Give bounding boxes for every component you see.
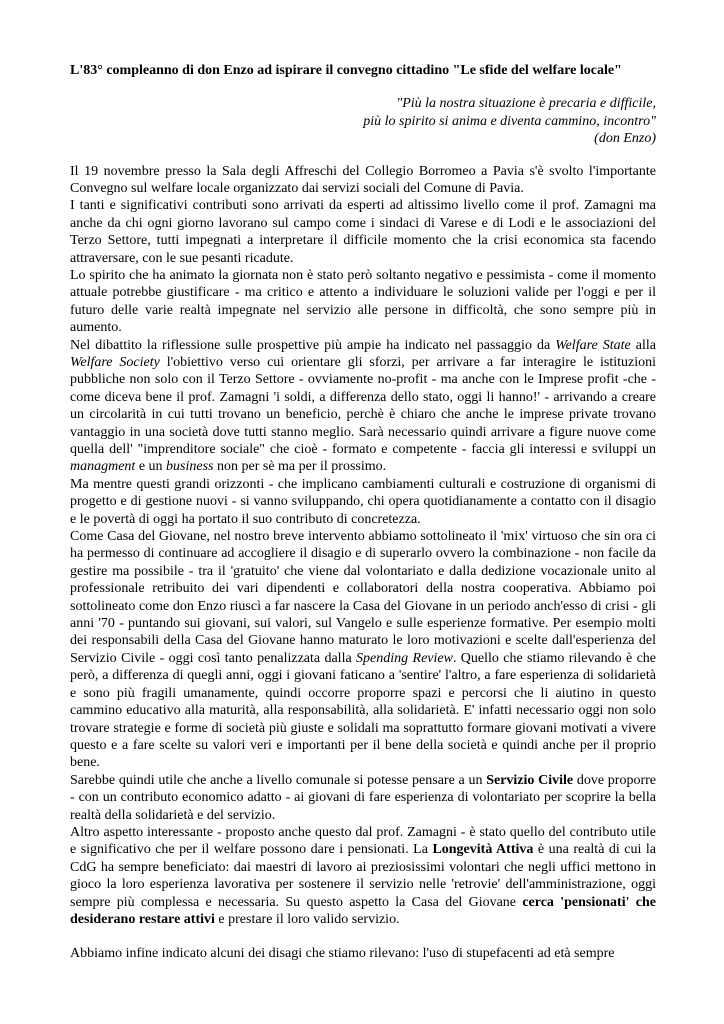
p8-text-2: è una realtà di cui la CdG ha sempre beneficiato: dai maestri di lavoro ai preziosissimi volontari che negli uffici mettono in gioco la loro esperienza lavorativa per sostenere il servizio nelle 'retrovie' dell'amministrazione, oggi sempre più complessa e necessaria. Su questo aspetto la Casa del Giovane — [70, 842, 656, 910]
p4-italic-welfare-state: Welfare State — [555, 337, 631, 353]
article-body — [70, 163, 656, 963]
paragraph-3: Lo spirito che ha animato la giornata non è stato però soltanto negativo e pessimista - come il momento attuale potrebbe giustificare - ma critico e attento a individuare le soluzioni valide per l'oggi e per il futuro delle varie realtà impegnate nel servizio alle persone in difficoltà, che sono sempre più in aumento. — [70, 267, 656, 336]
p4-italic-welfare-society: Welfare Society — [70, 354, 160, 370]
paragraph-5: Ma mentre questi grandi orizzonti - che implicano cambiamenti culturali e costruzione di organismi di progetto e di gestione nuovi - si vanno sviluppando, chi opera quotidianamente a contatto con il disagio e le povertà di oggi ha portato il suo contributo di concretezza. — [70, 476, 656, 527]
article-title: L'83° compleanno di don Enzo ad ispirare il convegno cittadino "Le sfide del welfare locale" — [70, 63, 622, 78]
p6-italic-spending-review: Spending Review — [356, 650, 453, 666]
paragraph-9: Abbiamo infine indicato alcuni dei disagi che stiamo rilevano: l'uso di stupefacenti ad età sempre — [70, 946, 615, 962]
p4-text-3: l'obiettivo verso cui orientare gli sforzi, per arrivare a far interagire le istituzioni pubbliche non solo con il Terzo Settore - ovviamente no-profit - ma anche con le Imprese profit -che - come diceva bene il prof. Zamagni 'i soldi, a differenza dello stato, oggi li hanno!' - arrivando a creare un circolarità in cui tutti trovano un beneficio, perchè è chiaro che anche le imprese private trovano vantaggio in una società dove tutti stanno meglio. Sarà necessario quindi arrivare a figure nuove come quella dell' "imprenditore sociale" che cioè - formato e competente - faccia gli interessi e sviluppi un — [70, 354, 656, 457]
paragraph-8 — [70, 824, 656, 928]
quote-author: (don Enzo) — [594, 131, 656, 146]
paragraph-6 — [70, 528, 656, 772]
p4-text-1: Nel dibattito la riflessione sulle prospettive più ampie ha indicato nel passaggio da — [70, 337, 556, 353]
p4-text-5: non per sè ma per il prossimo. — [213, 459, 387, 475]
p8-text-1: Altro aspetto interessante - proposto anche questo dal prof. Zamagni - è stato quello del contributo utile e significativo che per il welfare possono dare i pensionati. La — [70, 824, 656, 858]
p4-text-2: alla — [630, 337, 656, 353]
p8-bold-longevita-attiva: Longevità Attiva — [432, 842, 534, 858]
p8-bold-cerca-pensionati: cerca 'pensionati' che desiderano restare attivi — [70, 894, 656, 927]
paragraph-4 — [70, 337, 656, 476]
quote-line-2: più lo spirito si anima e diventa cammino, incontro" — [363, 113, 656, 129]
document-page — [70, 62, 656, 963]
paragraph-2: I tanti e significativi contributi sono arrivati da esperti ad altissimo livello come il prof. Zamagni ma anche da chi ogni giorno lavorano sul campo come i sindaci di Varese e di Lodi e le associazioni del Terzo Settore, tutti impegnati a interpretare il difficile momento che la crisi economica sta facendo attraversare, con le sue pesanti ricadute. — [70, 198, 656, 266]
p7-text-1: Sarebbe quindi utile che anche a livello comunale si potesse pensare a un — [70, 772, 487, 788]
epigraph-quote — [70, 95, 656, 148]
p6-text-1: Come Casa del Giovane, nel nostro breve intervento abbiamo sottolineato il 'mix' virtuoso che sin ora ci ha permesso di continuare ad accogliere il disagio e di superarlo ovvero la combinazione - non facile da gestire ma possibile - tra il 'gratuito' che viene dal volontariato e dalla dedizione vocazionale unito al professionale retribuito dei vari dipendenti e collaboratori della nostra cooperativa. Abbiamo poi sottolineato come don Enzo riuscì a far nascere la Casa del Giovane in un periodo anch'esso di crisi - gli anni '70 - puntando sui giovani, sui valori, sul Vangelo e sulle esperienze formative. Per esempio molti dei responsabili della Casa del Giovane hanno maturato le loro motivazioni e scelte dall'esperienza del Servizio Civile - oggi così tanto penalizzata dalla — [70, 529, 656, 666]
quote-line-1: "Più la nostra situazione è precaria e difficile, — [396, 96, 656, 111]
p4-italic-managment: managment — [70, 459, 136, 475]
paragraph-1: Il 19 novembre presso la Sala degli Affreschi del Collegio Borromeo a Pavia s'è svolto l'importante Convegno sul welfare locale organizzato dai servizi sociali del Comune di Pavia. — [70, 163, 656, 196]
p4-text-4: e un — [135, 459, 167, 475]
p6-text-2: . Quello che stiamo rilevando è che però, a differenza di quegli anni, oggi i giovani faticano a 'sentire' l'altro, a fare esperienza di solidarietà e sono più fragili umanamente, quindi occorre proporre spazi e percorsi che li aiutino in questo cammino educativo alla maturità, alla responsabilità, alla solidarietà. E' infatti necessario oggi non solo trovare strategie e forme di società più giuste e solidali ma soprattutto formare giovani motivati a vivere questo e a fare scelte su valori veri e importanti per il bene della società e quindi anche per il proprio bene. — [70, 650, 656, 771]
p4-italic-business: business — [166, 459, 214, 475]
p7-text-2: dove proporre - con un contributo economico adatto - ai giovani di fare esperienza di volontariato per scoprire la bella realtà della solidarietà e del servizio. — [70, 772, 657, 823]
p8-text-3: e prestare il loro valido servizio. — [214, 911, 400, 927]
p7-bold-servizio-civile: Servizio Civile — [486, 772, 574, 788]
paragraph-7 — [70, 772, 656, 824]
